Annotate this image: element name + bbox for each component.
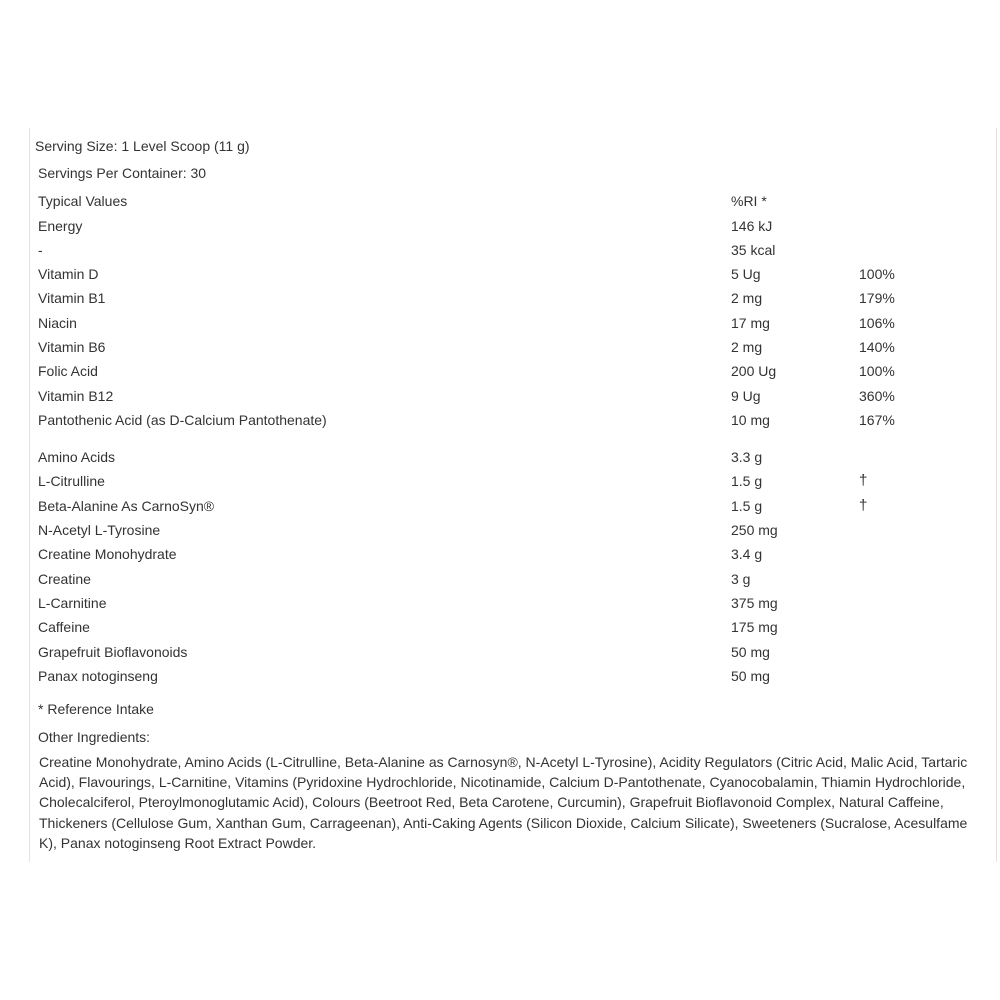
nutrient-amount: 10 mg <box>731 412 770 428</box>
servings-per-container: Servings Per Container: 30 <box>38 165 207 181</box>
table-row <box>30 384 996 408</box>
active-amount: 3.4 g <box>731 546 763 562</box>
active-amount: 375 mg <box>731 595 778 611</box>
table-row <box>30 542 996 566</box>
other-ingredients-text: Creatine Monohydrate, Amino Acids (L-Citrulline, Beta-Alanine as Carnosyn®, N-Acetyl L-Tyrosine), Acidity Regulators (Citric Acid, Malic Acid, Tartaric Acid), Flavourings, L-Carnitine, Vitamins (Pyridoxine Hydrochloride, Nicotinamide, Calcium D-Pantothenate, Cyanocobalamin, Thiamin Hydrochloride, Cholecalciferol, Pteroylmonoglutamic Acid), Colours (Beetroot Red, Beta Carotene, Curcumin), Grapefruit Bioflavonoid Complex, Natural Caffeine, Thickeners (Cellulose Gum, Xanthan Gum, Carrageenan), Anti-Caking Agents (Silicon Dioxide, Calcium Silicate), Sweeteners (Sucralose, Acesulfame K), Panax notoginseng Root Extract Powder. <box>39 754 968 851</box>
table-row <box>30 335 996 359</box>
other-ingredients-label: Other Ingredients: <box>38 729 151 745</box>
table-row <box>30 311 996 335</box>
nutrient-amount: 17 mg <box>731 315 770 331</box>
active-amount: 3 g <box>731 571 751 587</box>
table-row <box>30 238 996 262</box>
active-amount: 50 mg <box>731 644 770 660</box>
nutrient-name: Energy <box>38 218 83 234</box>
active-amount: 50 mg <box>731 668 770 684</box>
header-name: Typical Values <box>38 193 128 209</box>
active-name: Caffeine <box>38 619 90 635</box>
active-amount: 250 mg <box>731 522 778 538</box>
active-name: Panax notoginseng <box>38 668 158 684</box>
active-name: L-Citrulline <box>38 473 105 489</box>
table-row <box>30 408 996 432</box>
nutrient-ri: 179% <box>859 290 895 306</box>
table-header <box>30 189 996 213</box>
table-row <box>30 494 996 518</box>
nutrient-amount: 35 kcal <box>731 242 776 258</box>
active-amount: 1.5 g <box>731 498 763 514</box>
reference-note: * Reference Intake <box>38 701 154 717</box>
nutrient-amount: 9 Ug <box>731 388 761 404</box>
active-name: N-Acetyl L-Tyrosine <box>38 522 161 538</box>
serving-size: Serving Size: 1 Level Scoop (11 g) <box>35 138 250 154</box>
nutrient-ri: 100% <box>859 363 895 379</box>
dagger-mark: † <box>859 497 868 514</box>
active-name: Beta-Alanine As CarnoSyn® <box>38 498 215 514</box>
active-name: Amino Acids <box>38 449 116 465</box>
active-amount: 1.5 g <box>731 473 763 489</box>
nutrient-name: Vitamin B1 <box>38 290 106 306</box>
nutrient-ri: 167% <box>859 412 895 428</box>
table-row <box>30 262 996 286</box>
active-amount: 175 mg <box>731 619 778 635</box>
nutrient-name: Vitamin B12 <box>38 388 114 404</box>
nutrient-ri: 140% <box>859 339 895 355</box>
nutrient-amount: 2 mg <box>731 339 763 355</box>
active-name: Grapefruit Bioflavonoids <box>38 644 188 660</box>
nutrient-ri: 106% <box>859 315 895 331</box>
table-row <box>30 214 996 238</box>
nutrient-name: Vitamin B6 <box>38 339 106 355</box>
nutrient-ri: 100% <box>859 266 895 282</box>
active-amount: 3.3 g <box>731 449 763 465</box>
dagger-mark: † <box>859 472 868 489</box>
active-name: Creatine Monohydrate <box>38 546 177 562</box>
nutrient-ri: 360% <box>859 388 895 404</box>
nutrient-name: Niacin <box>38 315 77 331</box>
nutrient-amount: 2 mg <box>731 290 763 306</box>
table-row <box>30 567 996 591</box>
table-row <box>30 445 996 469</box>
nutrient-amount: 200 Ug <box>731 363 777 379</box>
active-name: Creatine <box>38 571 91 587</box>
active-name: L-Carnitine <box>38 595 107 611</box>
table-row <box>30 286 996 310</box>
header-amount: %RI * <box>731 193 767 209</box>
table-row <box>30 664 996 688</box>
nutrient-name: Pantothenic Acid (as D-Calcium Pantothenate) <box>38 412 327 428</box>
table-row <box>30 615 996 639</box>
nutrient-amount: 146 kJ <box>731 218 773 234</box>
table-row <box>30 518 996 542</box>
nutrient-name: Folic Acid <box>38 363 98 379</box>
table-row <box>30 469 996 493</box>
table-row <box>30 359 996 383</box>
nutrient-amount: 5 Ug <box>731 266 761 282</box>
nutrient-name: Vitamin D <box>38 266 99 282</box>
nutrient-name: - <box>38 242 43 258</box>
table-row <box>30 640 996 664</box>
nutrition-panel <box>29 128 997 862</box>
table-row <box>30 591 996 615</box>
